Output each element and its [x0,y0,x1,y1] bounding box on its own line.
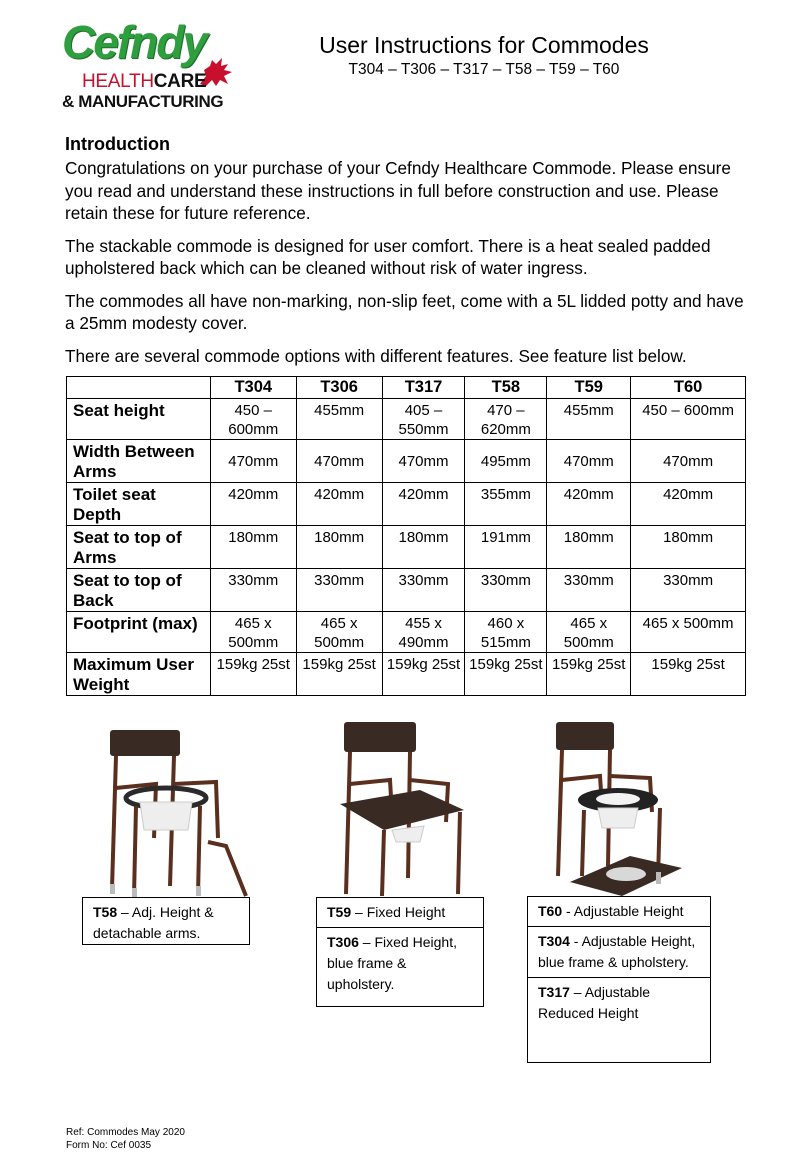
row-label: Seat to top of Back [67,569,211,612]
caption-text: – Fixed Height, blue frame & upholstery. [327,934,457,992]
table-cell: 420mm [210,483,296,526]
table-cell: 465 x 500mm [296,612,382,653]
table-row [67,569,746,612]
table-cell: 455mm [547,399,631,440]
row-label: Seat to top of Arms [67,526,211,569]
caption-code: T317 [538,984,570,1000]
table-cell: 450 – 600mm [210,399,296,440]
table-cell: 330mm [547,569,631,612]
t59-commode-photo [320,718,480,900]
table-row [67,612,746,653]
table-cell: 470mm [296,440,382,483]
caption-code: T306 [327,934,359,950]
table-cell: 465 x 500mm [631,612,746,653]
intro-paragraph: Congratulations on your purchase of your Cefndy Healthcare Commode. Please ensure you read and understand these instructions in full before construction and use. Please retain these for future reference. [65,158,731,223]
table-cell: 330mm [296,569,382,612]
logo-health-text: HEALTH [82,71,154,92]
caption-segment [528,926,710,977]
caption-t59-t306 [316,897,484,1007]
column-header: T306 [296,377,382,399]
table-cell: 460 x 515mm [465,612,547,653]
caption-code: T60 [538,903,563,919]
logo-brand: Cefndy [62,16,206,68]
table-cell: 420mm [547,483,631,526]
table-cell: 455mm [296,399,382,440]
table-cell: 159kg 25st [547,653,631,696]
footer-ref: Ref: Commodes May 2020 [66,1127,185,1138]
table-cell: 180mm [296,526,382,569]
table-cell: 405 – 550mm [382,399,465,440]
table-cell: 420mm [631,483,746,526]
intro-paragraph: There are several commode options with different features. See feature list below. [65,345,687,366]
caption-code: T304 [538,933,570,949]
caption-segment [528,977,710,1028]
row-label: Maximum User Weight [67,653,211,696]
logo-healthcare [82,72,206,92]
table-cell: 330mm [465,569,547,612]
table-cell: 180mm [547,526,631,569]
table-cell: 465 x 500mm [210,612,296,653]
footer-form-number: Form No: Cef 0035 [66,1140,152,1151]
company-logo [62,16,234,112]
table-cell: 159kg 25st [631,653,746,696]
caption-t60-t304-t317 [527,896,711,1063]
intro-paragraph: The stackable commode is designed for user comfort. There is a heat sealed padded upholstered back which can be cleaned without risk of water ingress. [65,235,711,278]
table-cell: 455 x 490mm [382,612,465,653]
table-cell: 470 – 620mm [465,399,547,440]
intro-paragraph: The commodes all have non-marking, non-slip feet, come with a 5L lidded potty and have a 25mm modesty cover. [65,290,744,333]
caption-text: – Adjustable Reduced Height [538,984,651,1021]
table-cell: 159kg 25st [382,653,465,696]
row-label: Width Between Arms [67,440,211,483]
introduction-heading: Introduction [65,134,170,154]
introduction-section [65,132,745,377]
table-cell: 470mm [382,440,465,483]
caption-text: – Fixed Height [351,904,446,920]
logo-care-text: CARE [153,71,207,92]
table-corner-cell [67,377,211,399]
row-label: Seat height [67,399,211,440]
table-cell: 420mm [382,483,465,526]
table-cell: 330mm [382,569,465,612]
table-cell: 470mm [631,440,746,483]
table-cell: 470mm [547,440,631,483]
table-cell: 159kg 25st [296,653,382,696]
table-cell: 180mm [210,526,296,569]
table-row [67,653,746,696]
caption-segment [317,898,483,927]
table-cell: 420mm [296,483,382,526]
table-row [67,399,746,440]
table-cell: 470mm [210,440,296,483]
table-header-row [67,377,746,399]
caption-t58 [82,897,250,945]
table-cell: 191mm [465,526,547,569]
table-cell: 330mm [631,569,746,612]
document-title: User Instructions for Commodes [319,32,649,58]
column-header: T304 [210,377,296,399]
table-cell: 180mm [382,526,465,569]
column-header: T59 [547,377,631,399]
row-label: Toilet seat Depth [67,483,211,526]
document-subtitle: T304 – T306 – T317 – T58 – T59 – T60 [348,61,620,78]
column-header: T60 [631,377,746,399]
table-cell: 465 x 500mm [547,612,631,653]
table-cell: 159kg 25st [465,653,547,696]
caption-code: T59 [327,904,352,920]
column-header: T317 [382,377,465,399]
t60-commode-photo [540,716,700,898]
caption-segment [317,927,483,999]
document-footer [66,1126,185,1152]
caption-segment [528,897,710,926]
row-label: Footprint (max) [67,612,211,653]
table-cell: 355mm [465,483,547,526]
table-cell: 159kg 25st [210,653,296,696]
t58-commode-photo [96,718,256,900]
table-cell: 330mm [210,569,296,612]
table-row [67,526,746,569]
table-cell: 495mm [465,440,547,483]
table-row [67,440,746,483]
caption-text: - Adjustable Height, blue frame & upholstery. [538,933,696,970]
caption-code: T58 [93,904,118,920]
column-header: T58 [465,377,547,399]
feature-table [66,376,746,696]
table-cell: 180mm [631,526,746,569]
logo-manufacturing: & MANUFACTURING [62,92,224,111]
table-cell: 450 – 600mm [631,399,746,440]
caption-text: – Adj. Height & detachable arms. [93,904,214,941]
caption-text: - Adjustable Height [562,903,684,919]
table-row [67,483,746,526]
